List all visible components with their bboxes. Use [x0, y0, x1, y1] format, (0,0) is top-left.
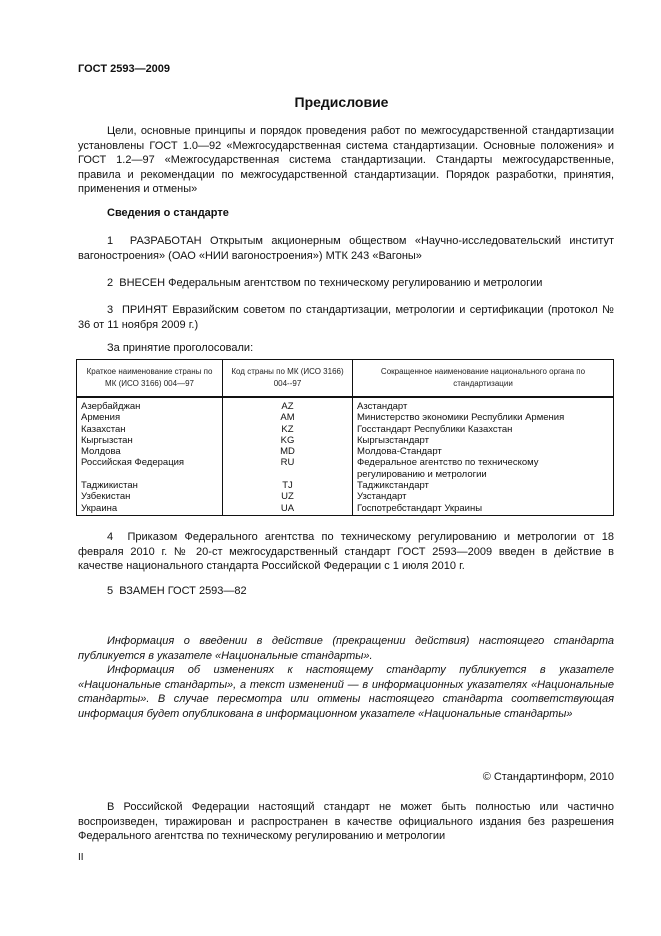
table-row	[77, 503, 614, 516]
cell-country: Таджикистан	[77, 480, 223, 491]
cell-code: RU	[223, 457, 353, 480]
info-text: Информация о введении в действие (прекращении действия) настоящего стандарта публикуется в указателе «Национальные стандарты».	[78, 635, 614, 662]
cell-code: KZ	[223, 424, 353, 435]
item-key: РАЗРАБОТАН	[129, 235, 202, 247]
item-number: 2	[107, 277, 114, 289]
cell-code: UZ	[223, 491, 353, 502]
cell-code: KG	[223, 435, 353, 446]
table-header-row	[77, 360, 614, 398]
item-4	[78, 530, 614, 574]
cell-national-body: Министерство экономики Республики Армения	[353, 412, 614, 423]
cell-country: Молдова	[77, 446, 223, 457]
section-heading-text: Сведения о стандарте	[107, 207, 229, 219]
item-3	[78, 303, 614, 332]
cell-national-body: Федеральное агентство по техническому регулированию и метрологии	[353, 457, 614, 480]
section-heading	[78, 206, 614, 221]
table-row	[77, 424, 614, 435]
item-number: 1	[107, 235, 114, 247]
cell-country: Российская Федерация	[77, 457, 223, 480]
header-code: Код страны по МК (ИСО 3166) 004--97	[223, 360, 353, 398]
table-row	[77, 480, 614, 491]
item-key: ВНЕСЕН	[119, 277, 166, 289]
cell-national-body: Госстандарт Республики Казахстан	[353, 424, 614, 435]
cell-national-body: Госпотребстандарт Украины	[353, 503, 614, 516]
table-row	[77, 435, 614, 446]
legal-notice	[78, 800, 614, 844]
table-row	[77, 457, 614, 480]
table-row	[77, 397, 614, 412]
cell-national-body: Молдова-Стандарт	[353, 446, 614, 457]
page-title: Предисловие	[294, 94, 389, 110]
item-key: ПРИНЯТ	[122, 304, 168, 316]
intro-text: Цели, основные принципы и порядок проведения работ по межгосударственной стандартизации установлены ГОСТ 1.0—92 «Межгосударственная система стандартизации. Основные положения» и ГОСТ 1.2—97 «Межгосударственная система стандартизации. Стандарты межгосударственные, правила и рекомендации по межгосударственной стандартизации. Порядок разработки, принятия, применения и отмены»	[78, 125, 614, 196]
cell-country: Казахстан	[77, 424, 223, 435]
item-number: 3	[107, 304, 114, 316]
cell-country: Кыргызстан	[77, 435, 223, 446]
legal-notice-text: В Российской Федерации настоящий стандарт не может быть полностью или частично воспроизведен, тиражирован и распространен в качестве официального издания без разрешения Федерального агентства по техническому регулированию и метрологии	[78, 801, 614, 843]
table-row	[77, 446, 614, 457]
voting-table	[76, 359, 614, 516]
cell-code: MD	[223, 446, 353, 457]
info-paragraph-1	[78, 634, 614, 663]
cell-country: Азербайджан	[77, 397, 223, 412]
item-2	[78, 276, 614, 291]
header-national-body: Сокращенное наименование национального органа по стандартизации	[353, 360, 614, 398]
item-number: 4	[107, 531, 114, 543]
item-text: Приказом Федерального агентства по техническому регулированию и метрологии от 18 февраля 2010 г. № 20-ст межгосударственный стандарт ГОСТ 2593—2009 введен в действие в качестве национального стандарта Российской Федерации с 1 июля 2010 г.	[78, 531, 614, 573]
intro-paragraph	[78, 124, 614, 197]
table-row	[77, 412, 614, 423]
page-number: II	[78, 852, 84, 863]
info-paragraph-2	[78, 663, 614, 721]
cell-code: AM	[223, 412, 353, 423]
item-text: ВЗАМЕН ГОСТ 2593—82	[119, 585, 247, 597]
cell-national-body: Азстандарт	[353, 397, 614, 412]
cell-code: TJ	[223, 480, 353, 491]
table-row	[77, 491, 614, 502]
document-code: ГОСТ 2593—2009	[78, 63, 171, 75]
vote-label-text: За принятие проголосовали:	[107, 342, 254, 354]
item-1	[78, 234, 614, 263]
cell-national-body: Таджикстандарт	[353, 480, 614, 491]
copyright: © Стандартинформ, 2010	[482, 771, 614, 783]
item-text: Евразийским советом по стандартизации, метрологии и сертификации (протокол № 36 от 11 ноября 2009 г.)	[78, 304, 614, 331]
cell-country: Узбекистан	[77, 491, 223, 502]
item-text: Открытым акционерным обществом «Научно-исследовательский институт вагоностроения» (ОАО «НИИ вагоностроения») МТК 243 «Вагоны»	[78, 235, 614, 262]
cell-country: Украина	[77, 503, 223, 516]
cell-country: Армения	[77, 412, 223, 423]
cell-national-body: Узстандарт	[353, 491, 614, 502]
cell-code: UA	[223, 503, 353, 516]
header-country: Краткое наименование страны по МК (ИСО 3166) 004—97	[77, 360, 223, 398]
item-text: Федеральным агентством по техническому регулированию и метрологии	[168, 277, 543, 289]
cell-code: AZ	[223, 397, 353, 412]
cell-national-body: Кыргызстандарт	[353, 435, 614, 446]
item-number: 5	[107, 585, 114, 597]
item-5	[78, 584, 614, 599]
info-text: Информация об изменениях к настоящему стандарту публикуется в указателе «Национальные стандарты», а текст изменений — в информационных указателях «Национальные стандарты». В случае пересмотра или отмены настоящего стандарта соответствующая информация будет опубликована в информационном указателе «Национальные стандарты»	[78, 664, 614, 720]
vote-label	[78, 341, 614, 356]
